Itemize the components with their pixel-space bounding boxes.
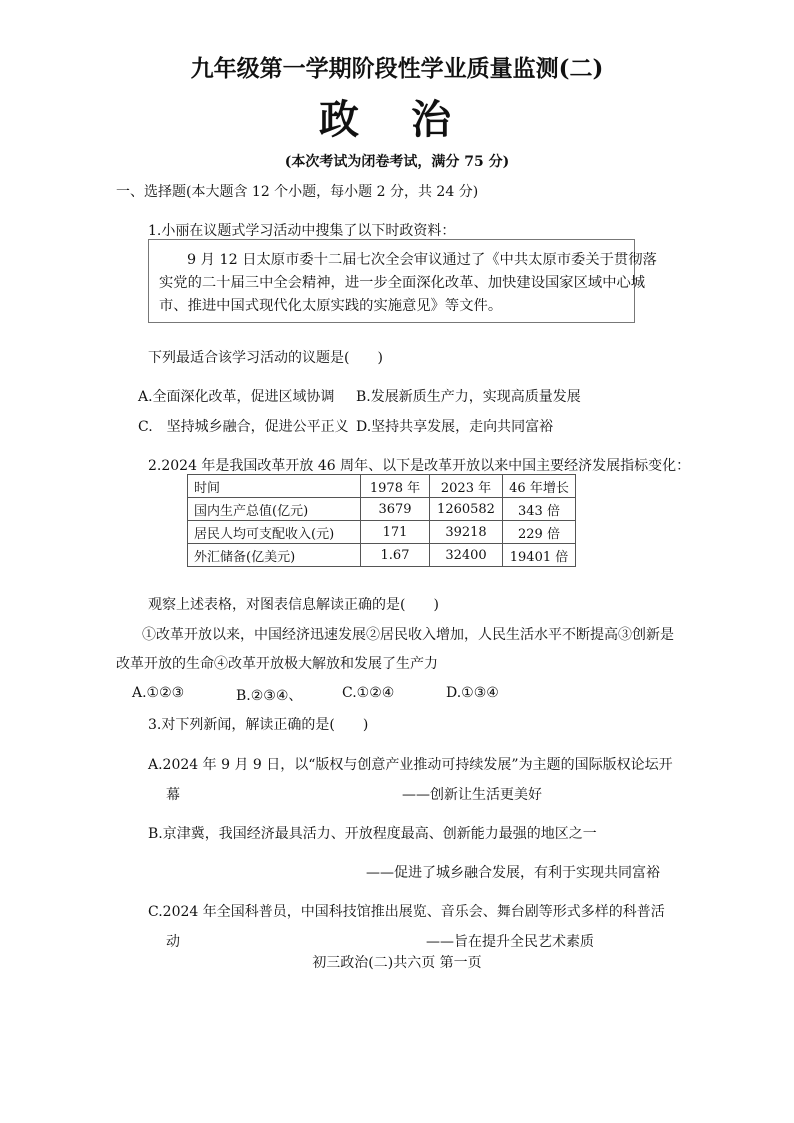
- table-row: [188, 498, 576, 521]
- section-heading: 一、选择题(本大题含 12 个小题，每小题 2 分，共 24 分): [116, 184, 479, 200]
- q1-material-box: [148, 239, 657, 323]
- q3-option-a-cont: 幕: [166, 787, 180, 803]
- table-cell: 171: [361, 521, 430, 544]
- table-header-row: [188, 475, 576, 498]
- table-header-cell: 46 年增长: [503, 475, 576, 498]
- q2-option-c: C.①②④: [342, 685, 395, 701]
- q3-stem: 3.对下列新闻，解读正确的是( ): [148, 717, 369, 733]
- q1-material-line: 9 月 12 日太原市委十二届七次全会审议通过了《中共太原市委关于贯彻落: [187, 252, 657, 268]
- q3-option-a-comment: ——创新让生活更美好: [402, 787, 542, 803]
- table-row: [188, 544, 576, 567]
- q3-option-c-cont: 动: [166, 934, 180, 950]
- table-cell: 1.67: [361, 544, 430, 567]
- q2-option-a: A.①②③: [132, 685, 185, 701]
- q2-statement-line: ①改革开放以来，中国经济迅速发展②居民收入增加，人民生活水平不断提高③创新是: [142, 627, 674, 643]
- table-cell: 居民人均可支配收入(元): [188, 521, 361, 544]
- table-cell: 343 倍: [503, 498, 576, 521]
- table-cell: 国内生产总值(亿元): [188, 498, 361, 521]
- q2-option-b: B.②③④、: [236, 688, 303, 704]
- q3-option-c: C.2024 年全国科普员，中国科技馆推出展览、音乐会、舞台剧等形式多样的科普活: [148, 904, 665, 920]
- table-cell: 3679: [361, 498, 430, 521]
- q2-statement-line: 改革开放的生命④改革开放极大解放和发展了生产力: [116, 656, 438, 672]
- q3-option-b: B.京津冀，我国经济最具活力、开放程度最高、创新能力最强的地区之一: [148, 826, 597, 842]
- table-cell: 19401 倍: [503, 544, 576, 567]
- exam-title: 九年级第一学期阶段性学业质量监测(二): [190, 55, 604, 82]
- q3-option-a: A.2024 年 9 月 9 日，以“版权与创意产业推动可持续发展”为主题的国际版权论坛开: [148, 757, 673, 773]
- table-header-cell: 1978 年: [361, 475, 430, 498]
- q1-option-a: A.全面深化改革，促进区域协调: [138, 389, 335, 405]
- q2-stem: 2.2024 年是我国改革开放 46 周年、以下是改革开放以来中国主要经济发展指标变化：: [148, 458, 691, 474]
- q1-question: 下列最适合该学习活动的议题是( ): [148, 350, 383, 366]
- table-header-cell: 2023 年: [430, 475, 503, 498]
- table-cell: 1260582: [430, 498, 503, 521]
- q1-option-b: B.发展新质生产力，实现高质量发展: [356, 389, 581, 405]
- q2-option-d: D.①③④: [446, 685, 499, 701]
- q2-question: 观察上述表格，对图表信息解读正确的是( ): [148, 597, 439, 613]
- exam-note: (本次考试为闭卷考试，满分 75 分): [284, 154, 510, 170]
- q1-option-d: D.坚持共享发展，走向共同富裕: [356, 419, 554, 435]
- q1-stem: 1.小丽在议题式学习活动中搜集了以下时政资料：: [148, 223, 456, 239]
- table-header-cell: 时间: [188, 475, 361, 498]
- table-row: [188, 521, 576, 544]
- page-footer: 初三政治(二)共六页 第一页: [312, 955, 482, 971]
- q1-material-line: 实党的二十届三中全会精神，进一步全面深化改革、加快建设国家区域中心城: [159, 275, 646, 291]
- table-cell: 229 倍: [503, 521, 576, 544]
- table-cell: 39218: [430, 521, 503, 544]
- q2-table: [187, 474, 576, 567]
- q3-option-b-comment: ——促进了城乡融合发展，有利于实现共同富裕: [366, 865, 660, 881]
- q3-option-c-comment: ——旨在提升全民艺术素质: [426, 934, 594, 950]
- subject-title: 政治: [319, 96, 503, 143]
- q1-material-line: 市、推进中国式现代化太原实践的实施意见》等文件。: [159, 298, 503, 314]
- table-cell: 外汇储备(亿美元): [188, 544, 361, 567]
- q1-option-c: C. 坚持城乡融合，促进公平正义: [138, 419, 349, 435]
- table-cell: 32400: [430, 544, 503, 567]
